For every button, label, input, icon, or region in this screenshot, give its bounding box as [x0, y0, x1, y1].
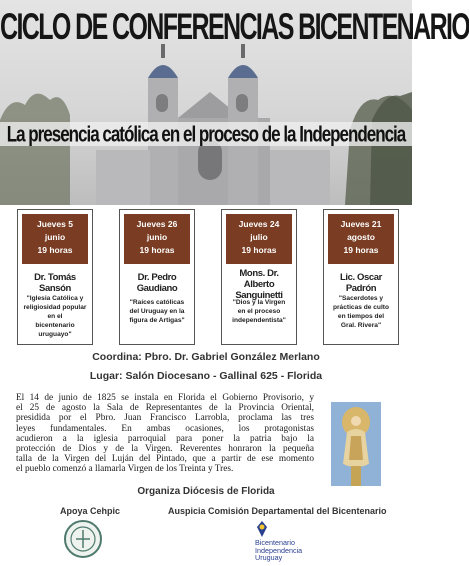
coordination-line: Coordina: Pbro. Dr. Gabriel González Merlano: [92, 351, 320, 363]
topic-line: en tiempos del: [337, 313, 385, 320]
topic-line: independentista": [232, 317, 286, 324]
date-time: 19 horas: [241, 245, 277, 255]
date-time: 19 horas: [37, 245, 73, 255]
topic-line: en el proceso: [237, 308, 281, 315]
speaker-name: [120, 272, 194, 294]
speaker-line-1: Mons. Dr.: [239, 268, 279, 279]
speaker-line-1: Dr. Pedro Gaudiano: [136, 272, 178, 294]
date-box: [22, 214, 88, 264]
topic-line: "Raíces católicas: [129, 299, 185, 306]
date-time: 19 horas: [139, 245, 175, 255]
history-paragraph: [16, 393, 314, 475]
history-line: El 14 de junio de 1825 se instala en Florida el Gobierno Provisorio, y: [16, 393, 314, 403]
bicent-line-3: Uruguay: [255, 553, 283, 563]
history-line: protección de Dios y de la Virgen. Reverentes honraron la pequeña: [16, 444, 314, 455]
topic-line: religiosidad popular: [23, 304, 87, 311]
topic-line: "Iglesia Católica y: [26, 295, 84, 302]
topic-line: figura de Artigas": [129, 317, 185, 324]
speaker-name: [222, 268, 296, 301]
speaker-name: [324, 272, 398, 294]
history-line: leyes fundamentales. En ambas ocasiones, los protagonistas: [16, 423, 314, 434]
date-box: [328, 214, 394, 264]
topic-line: bicentenario uruguayo": [35, 322, 75, 338]
bicent-line-2: Independencia: [255, 545, 303, 555]
venue-line: Lugar: Salón Diocesano - Gallinal 625 - Florida: [89, 370, 323, 382]
poster-title: CICLO DE CONFERENCIAS BICENTENARIO: [0, 6, 469, 48]
date-day: Jueves 5: [37, 219, 73, 229]
talk-topic: [326, 294, 396, 330]
topic-line: "Sacerdotes y: [338, 295, 384, 302]
conference-cards: [17, 209, 397, 343]
history-line: presidida por el Pbro. Juan Francisco Larrobla, proclama las tres: [16, 413, 314, 424]
speaker-name: [18, 272, 92, 294]
talk-topic: [224, 298, 294, 325]
organizer-line: Organiza Diócesis de Florida: [137, 486, 275, 497]
history-line: el pueblo comenzó a llamarla Virgen de los Treinta y Tres.: [16, 464, 234, 475]
poster-subtitle: La presencia católica en el proceso de la Independencia: [6, 122, 406, 147]
conference-card: [221, 209, 297, 345]
topic-line: "Dios y la Virgen: [232, 299, 286, 306]
date-day: Jueves 26: [136, 219, 178, 229]
bicent-line-1: Bicentenario: [255, 538, 295, 547]
support-line: Apoya Cehpic: [60, 506, 121, 516]
date-day: Jueves 24: [238, 219, 280, 229]
conference-card: [323, 209, 399, 345]
date-month: junio: [44, 232, 66, 242]
virgin-statue-image: [331, 402, 381, 486]
date-month: agosto: [347, 232, 375, 242]
topic-line: del Uruguay en la: [129, 308, 185, 315]
speaker-line-1: Lic. Oscar Padrón: [340, 272, 382, 294]
conference-card: [17, 209, 93, 345]
talk-topic: [20, 294, 90, 339]
cehpic-seal-icon: [64, 520, 102, 558]
date-box: [124, 214, 190, 264]
topic-line: prácticas de culto: [332, 304, 390, 311]
date-time: 19 horas: [343, 245, 379, 255]
date-month: junio: [146, 232, 168, 242]
history-line: el 25 de agosto la Sala de Representantes de la Provincia Oriental,: [16, 403, 314, 414]
date-day: Jueves 21: [340, 219, 382, 229]
date-box: [226, 214, 292, 264]
speaker-line-1: Dr. Tomás Sansón: [34, 272, 76, 294]
bicentenario-logo-icon: [255, 520, 269, 538]
topic-line: en el: [47, 313, 63, 320]
history-line: talla de la Virgen del Luján del Pintado, que a partir de ese momento: [16, 454, 314, 465]
bicentenario-logo-text: [255, 539, 302, 562]
conference-card: [119, 209, 195, 345]
talk-topic: [122, 298, 192, 325]
topic-line: Gral. Rivera": [340, 322, 382, 329]
history-line: acudieron a la iglesia parroquial para poner la patria bajo la: [16, 433, 314, 444]
date-month: julio: [250, 232, 268, 242]
speaker-line-2: Alberto Sanguinetti: [235, 279, 283, 301]
hero-cathedral-photo: [0, 0, 469, 205]
sponsor-line: Auspicia Comisión Departamental del Bicentenario: [168, 506, 387, 516]
